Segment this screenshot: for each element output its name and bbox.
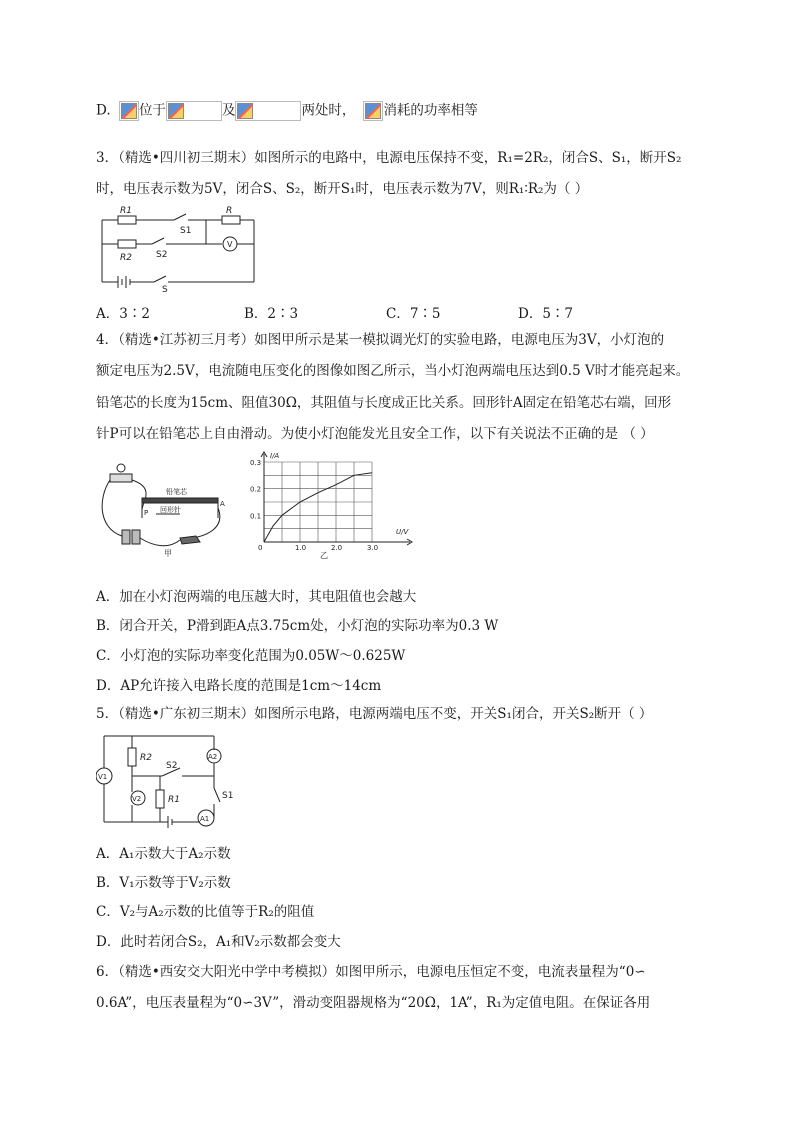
q5-option-a: A．A₁示数大于A₂示数	[96, 846, 231, 862]
x-axis-label: U/V	[396, 528, 409, 536]
q4-option-c: C．小灯泡的实际功率变化范围为0.05W～0.625W	[96, 648, 406, 664]
q4-iu-graph	[250, 450, 420, 560]
y-tick-1: 0.1	[250, 512, 262, 521]
q3-option-c: C．7∶5	[386, 306, 441, 322]
formula-image	[235, 101, 301, 121]
label-s1: S1	[180, 226, 192, 236]
text: 位于	[138, 102, 166, 119]
q4-figure-jia	[96, 458, 236, 558]
text: 两处时，	[301, 102, 356, 119]
label-s: S	[162, 285, 168, 292]
label-s2: S2	[156, 250, 168, 260]
label-r1: R1	[168, 795, 180, 805]
q4-option-a: A．加在小灯泡两端的电压越大时，其电阻值也会越大	[96, 589, 417, 605]
label-v: V	[227, 240, 233, 249]
q5-circuit-diagram	[96, 728, 256, 830]
q5-option-c: C．V₂与A₂示数的比值等于R₂的阻值	[96, 904, 315, 920]
q4-stem-line1: 4．（精选•江苏初三月考）如图甲所示是某一模拟调光灯的实验电路，电源电压为3V，小灯泡的	[96, 332, 665, 348]
q6-stem-line1: 6．（精选•西安交大阳光中学中考模拟）如图甲所示，电源电压恒定不变，电流表量程为“0∽	[96, 964, 646, 980]
q5-option-d: D．此时若闭合S₂，A₁和V₂示数都会变大	[96, 934, 341, 950]
x-tick-2: 2.0	[331, 544, 343, 552]
q4-option-b: B．闭合开关，P滑到距A点3.75cm处，小灯泡的实际功率为0.3 W	[96, 618, 499, 634]
q4-stem-line3: 铅笔芯的长度为15cm、阻值30Ω，其阻值与长度成正比关系。回形针A固定在铅笔芯右端，回形	[96, 395, 672, 411]
q3-stem-line2: 时，电压表示数为5V，闭合S、S₂，断开S₁时，电压表示数为7V，则R₁∶R₂为（ ）	[96, 181, 589, 197]
label-a2: A2	[208, 753, 218, 761]
formula-image	[363, 101, 383, 121]
q4-stem-line4: 针P可以在铅笔芯上自由滑动。为使小灯泡能发光且安全工作，以下有关说法不正确的是 （ ）	[96, 426, 654, 442]
label-r: R	[226, 206, 233, 216]
q2-option-d	[96, 101, 478, 121]
q3-option-a: A．3∶2	[96, 306, 150, 322]
q4-stem-line2: 额定电压为2.5V，电流随电压变化的图像如图乙所示，当小灯泡两端电压达到0.5 V时才能亮起来。	[96, 363, 690, 379]
label-r1: R1	[120, 206, 132, 216]
label-clip: 回形针	[160, 506, 181, 514]
label-r2: R2	[120, 253, 132, 263]
caption-yi: 乙	[320, 551, 328, 560]
text: 消耗的功率相等	[383, 102, 478, 119]
y-tick-2: 0.2	[250, 485, 262, 494]
origin-label: 0	[258, 544, 263, 552]
formula-image	[119, 101, 139, 121]
label-s1: S1	[222, 791, 234, 801]
q5-stem-line1: 5．（精选•广东初三期末）如图所示电路，电源两端电压不变，开关S₁闭合，开关S₂断开（ ）	[96, 706, 653, 722]
q3-stem-line1: 3．（精选•四川初三期末）如图所示的电路中，电源电压保持不变，R₁=2R₂，闭合S、S₁，断开S₂	[96, 150, 682, 166]
y-axis-label: I/A	[270, 452, 280, 460]
x-tick-3: 3.0	[367, 544, 379, 552]
q5-option-b: B．V₁示数等于V₂示数	[96, 875, 231, 891]
q3-circuit-diagram	[96, 202, 266, 292]
label-r2: R2	[140, 753, 152, 763]
label-s2: S2	[166, 761, 178, 771]
caption-jia: 甲	[164, 549, 172, 558]
label-a: A	[220, 500, 225, 508]
option-label: D.	[96, 102, 111, 119]
label-p: P	[144, 509, 149, 517]
label-v1: V1	[98, 773, 108, 781]
q6-stem-line2: 0.6A”，电压表量程为“0∽3V”，滑动变阻器规格为“20Ω，1A”，R₁为定值电阻。在保证各用	[96, 995, 651, 1011]
label-v2: V2	[132, 795, 142, 803]
y-tick-3: 0.3	[250, 459, 262, 467]
label-pencil: 铅笔芯	[166, 488, 187, 496]
q4-option-d: D．AP允许接入电路长度的范围是1cm～14cm	[96, 678, 382, 694]
q3-options	[96, 302, 696, 320]
q3-option-b: B．2∶3	[244, 306, 299, 322]
x-tick-1: 1.0	[295, 544, 307, 552]
text: 及	[221, 102, 236, 119]
q3-option-d: D．5∶7	[518, 306, 574, 322]
label-a1: A1	[200, 815, 210, 823]
formula-image	[166, 101, 222, 121]
